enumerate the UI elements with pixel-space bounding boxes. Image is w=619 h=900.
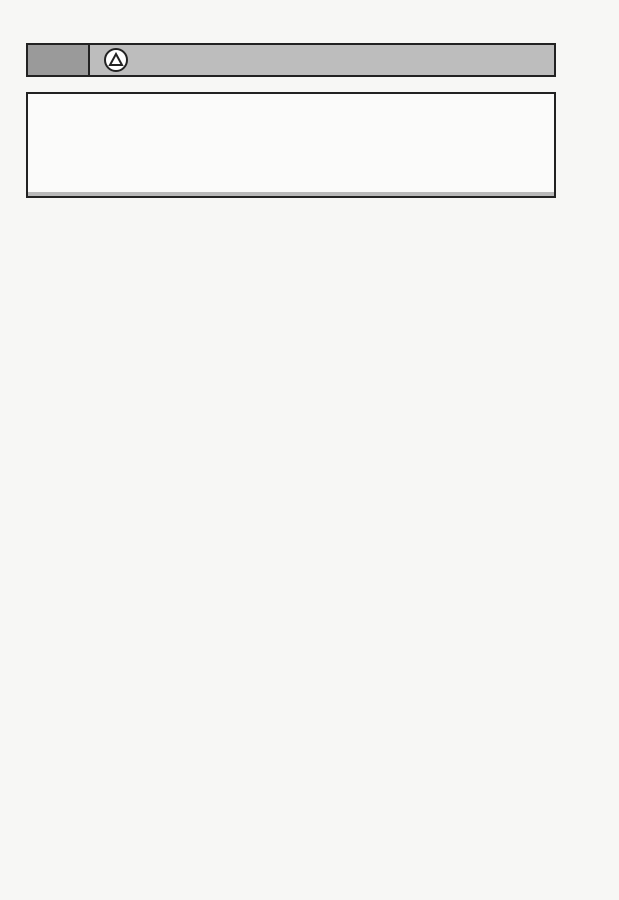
page-header (26, 43, 556, 77)
section-block-part-7 (26, 92, 556, 198)
page-number (28, 45, 90, 75)
page-title (148, 45, 554, 75)
triangle-logo-icon (104, 48, 128, 72)
